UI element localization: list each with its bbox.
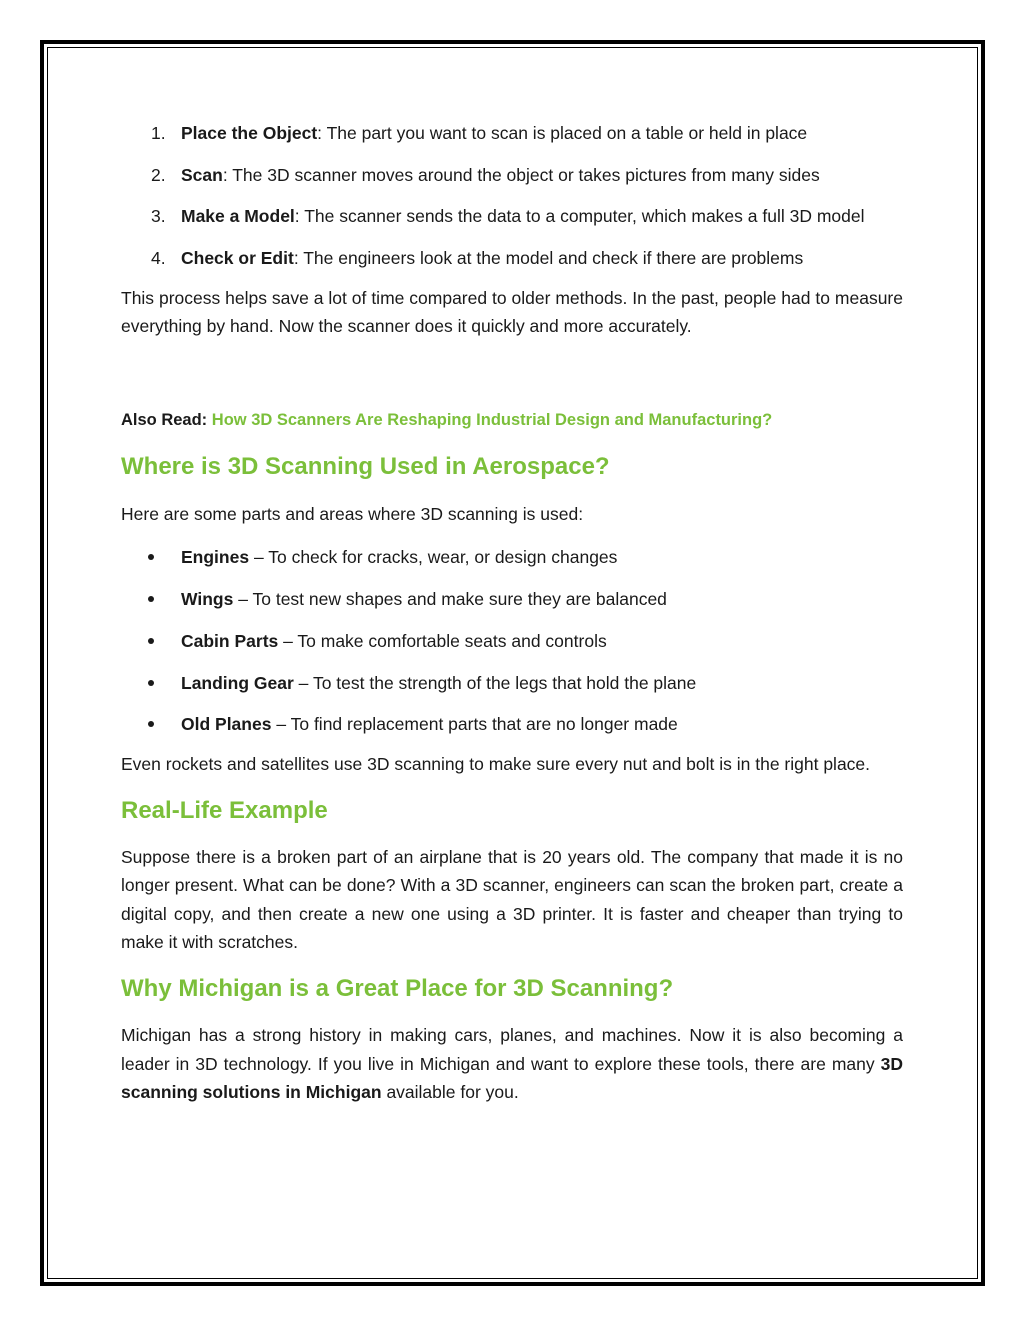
bullet-icon: [148, 680, 154, 686]
item-term: Cabin Parts: [181, 630, 279, 651]
also-read-label: Also Read:: [121, 410, 212, 429]
list-item: [121, 542, 903, 584]
list-item: 2. Scan: The 3D scanner moves around the object or takes pictures from many sides: [151, 164, 820, 185]
list-item: [121, 626, 903, 668]
step-term: Place the Object: [181, 123, 318, 143]
step-text: : The engineers look at the model and check if there are problems: [293, 248, 804, 269]
item-term: Old Planes: [181, 714, 272, 735]
also-read-link[interactable]: How 3D Scanners Are Reshaping Industrial Design and Manufacturing?: [211, 410, 773, 429]
aerospace-uses-list: [121, 542, 903, 751]
item-text: – To make comfortable seats and controls: [278, 630, 607, 651]
michigan-text-bold: 3D scanning solutions in Michigan: [121, 1053, 903, 1103]
step-term: Make a Model: [181, 206, 295, 227]
list-item: [121, 709, 903, 751]
list-item: [121, 668, 903, 710]
item-text: – To test the strength of the legs that hold the plane: [293, 672, 697, 693]
section-heading-example: Real-Life Example: [121, 796, 328, 824]
aerospace-intro: Here are some parts and areas where 3D scanning is used:: [121, 503, 584, 524]
step-term: Check or Edit: [181, 248, 294, 269]
document-body: [121, 118, 903, 1107]
step-term: Scan: [181, 164, 223, 185]
list-item: 1. Place the Object: The part you want to scan is placed on a table or held in place: [151, 123, 808, 143]
bullet-icon: [148, 554, 154, 560]
step-text: : The part you want to scan is placed on a table or held in place: [317, 123, 808, 143]
example-paragraph: Suppose there is a broken part of an airplane that is 20 years old. The company that made it is no longer present. What can be done? With a 3D scanner, engineers can scan the broken part, create a digital copy, and then create a new one using a 3D printer. It is faster and cheaper than trying to make it with scratches.: [121, 846, 903, 953]
bullet-icon: [148, 596, 154, 602]
aerospace-closing: Even rockets and satellites use 3D scanning to make sure every nut and bolt is in the right place.: [121, 754, 871, 775]
step-text: : The scanner sends the data to a computer, which makes a full 3D model: [294, 206, 865, 227]
step-text: : The 3D scanner moves around the object or takes pictures from many sides: [222, 164, 820, 185]
item-term: Engines: [181, 547, 250, 568]
section-heading-michigan: Why Michigan is a Great Place for 3D Scanning?: [121, 975, 674, 1003]
item-text: – To check for cracks, wear, or design changes: [249, 547, 618, 568]
list-item: [121, 584, 903, 626]
michigan-paragraph: [121, 1021, 903, 1107]
bullet-icon: [148, 638, 154, 644]
process-steps-list: [121, 118, 903, 285]
list-item: 3. Make a Model: The scanner sends the data to a computer, which makes a full 3D model: [151, 206, 865, 227]
item-term: Landing Gear: [181, 672, 294, 693]
item-text: – To find replacement parts that are no longer made: [271, 714, 678, 735]
process-paragraph: This process helps save a lot of time compared to older methods. In the past, people had to measure everything by hand. Now the scanner does it quickly and more accurately.: [121, 287, 903, 337]
section-heading-aerospace: Where is 3D Scanning Used in Aerospace?: [121, 452, 610, 480]
michigan-text-end: available for you.: [381, 1082, 519, 1103]
list-item: 4. Check or Edit: The engineers look at the model and check if there are problems: [151, 248, 804, 269]
also-read-line: [121, 406, 903, 435]
bullet-icon: [148, 721, 154, 727]
item-term: Wings: [181, 588, 234, 609]
michigan-text-start: Michigan has a strong history in making cars, planes, and machines. Now it is also becoming a leader in 3D technology. If you live in Michigan and want to explore these tools, there are many: [121, 1025, 903, 1074]
item-text: – To test new shapes and make sure they are balanced: [233, 588, 667, 609]
